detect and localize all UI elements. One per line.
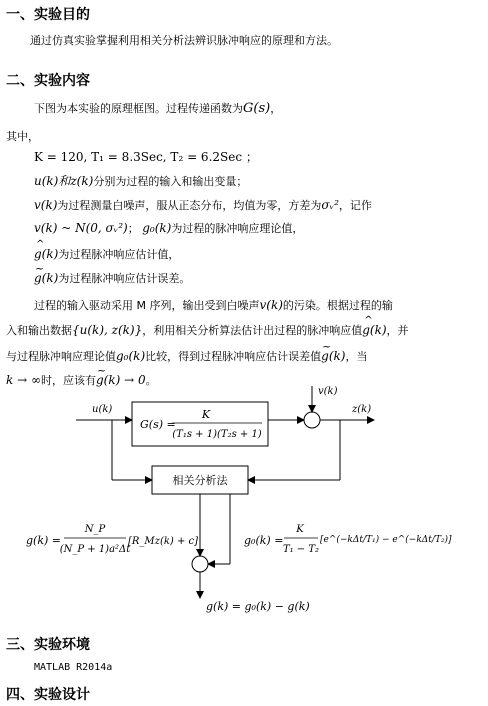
g0-symbol: g₀(k): [142, 221, 172, 235]
g0-den: T₁ − T₂: [282, 544, 320, 555]
ghat-num: N_P: [84, 524, 106, 535]
gs-block-num: K: [201, 408, 211, 421]
v-symbol: v(k): [34, 198, 58, 212]
p4-b: 时，应该有: [40, 374, 96, 387]
v-label: v(k): [318, 386, 338, 397]
z-label: z(k): [352, 404, 372, 415]
corr-label: 相关分析法: [172, 474, 228, 487]
intro-line: 下图为本实验的原理框图。过程传递函数为: [34, 102, 243, 115]
p4-d: 。: [145, 374, 157, 387]
g0-lhs: g₀(k) =: [244, 534, 284, 547]
para-line-3: [6, 348, 367, 364]
ghat-desc: 为过程脉冲响应估计值，: [58, 248, 180, 261]
p1-a: 过程的输入驱动采用 M 序列，输出受到白噪声: [34, 299, 260, 312]
para-line-2: [6, 322, 409, 338]
p2-g: ^ g(k): [362, 323, 386, 337]
uz-line: [34, 172, 247, 189]
section-3-body: MATLAB R2014a: [34, 662, 113, 673]
error-equation: g(k) = g₀(k) − g(k): [206, 600, 310, 613]
g0-desc: 为过程的脉冲响应理论值，: [171, 222, 304, 235]
p4-c: ~ g(k) → 0: [96, 373, 146, 387]
gtil-line: [34, 270, 190, 286]
sep: ；: [127, 222, 143, 235]
uz-symbols: u(k)和z(k): [34, 174, 94, 188]
intro-comma: ，: [270, 102, 282, 115]
where-text: 其中，: [6, 130, 39, 143]
v-variance: σᵥ²: [321, 198, 339, 212]
v-line: [34, 197, 372, 213]
g0-rhs: [e^(−kΔt/T₁) − e^(−kΔt/T₂)]: [320, 535, 452, 545]
gs-symbol: G(s): [243, 101, 271, 116]
p3-c: ，当: [345, 350, 368, 363]
ghat-den: (N_P + 1)a²Δt: [59, 544, 131, 555]
gs-block-lhs: G(s) =: [140, 418, 176, 431]
p4-a: k → ∞: [6, 373, 41, 387]
ghat-symbol: ^ g(k): [34, 247, 58, 261]
v-dist-line: [34, 220, 303, 236]
parameters-line: K = 120, T₁ = 8.3Sec, T₂ = 6.2Sec ；: [34, 150, 258, 164]
block-diagram: [0, 384, 488, 616]
p1-v: v(k): [259, 298, 283, 312]
gtil-symbol: ~ g(k): [34, 271, 58, 285]
section-4-title: 四、实验设计: [6, 687, 90, 703]
gs-block-den: (T₁s + 1)(T₂s + 1): [172, 429, 262, 440]
p2-set: {u(k), z(k)}: [72, 323, 143, 337]
intro-text: [34, 100, 281, 116]
section-1-title: 一、实验目的: [6, 7, 90, 23]
uz-desc: 分别为过程的输入和输出变量；: [93, 175, 248, 188]
section-1-body: 通过仿真实验掌握利用相关分析法辨识脉冲响应的原理和方法。: [30, 34, 338, 47]
p2-b: ，利用相关分析算法估计出过程的脉冲响应值: [142, 324, 363, 337]
ghat-line: [34, 246, 179, 262]
v-desc: 为过程测量白噪声，服从正态分布，均值为零，方差为: [57, 199, 322, 212]
ghat-lhs: g(k) =: [26, 534, 62, 547]
para-line-1: [34, 297, 393, 313]
v-dist: v(k) ~ N(0, σᵥ²): [34, 221, 128, 235]
p3-a: 与过程脉冲响应理论值: [6, 350, 116, 363]
g0-num: K: [296, 524, 304, 535]
p2-c: ，并: [386, 324, 409, 337]
p3-g: ~ g(k): [321, 349, 345, 363]
ghat-rhs: [R_Mz(k) + c]: [128, 536, 199, 547]
p3-b: 比较，得到过程脉冲响应估计误差值: [145, 350, 322, 363]
section-2-title: 二、实验内容: [6, 73, 90, 89]
section-3-title: 三、实验环境: [6, 637, 90, 653]
p3-g0: g₀(k): [116, 349, 146, 363]
p2-a: 入和输出数据: [6, 324, 72, 337]
sum-junction-2: [192, 556, 208, 572]
sum-junction-1: [304, 412, 320, 428]
p1-b: 的污染。根据过程的输: [282, 299, 393, 312]
v-tail: ，记作: [338, 199, 372, 212]
u-label: u(k): [92, 404, 113, 415]
gtil-desc: 为过程脉冲响应估计误差。: [58, 272, 191, 285]
